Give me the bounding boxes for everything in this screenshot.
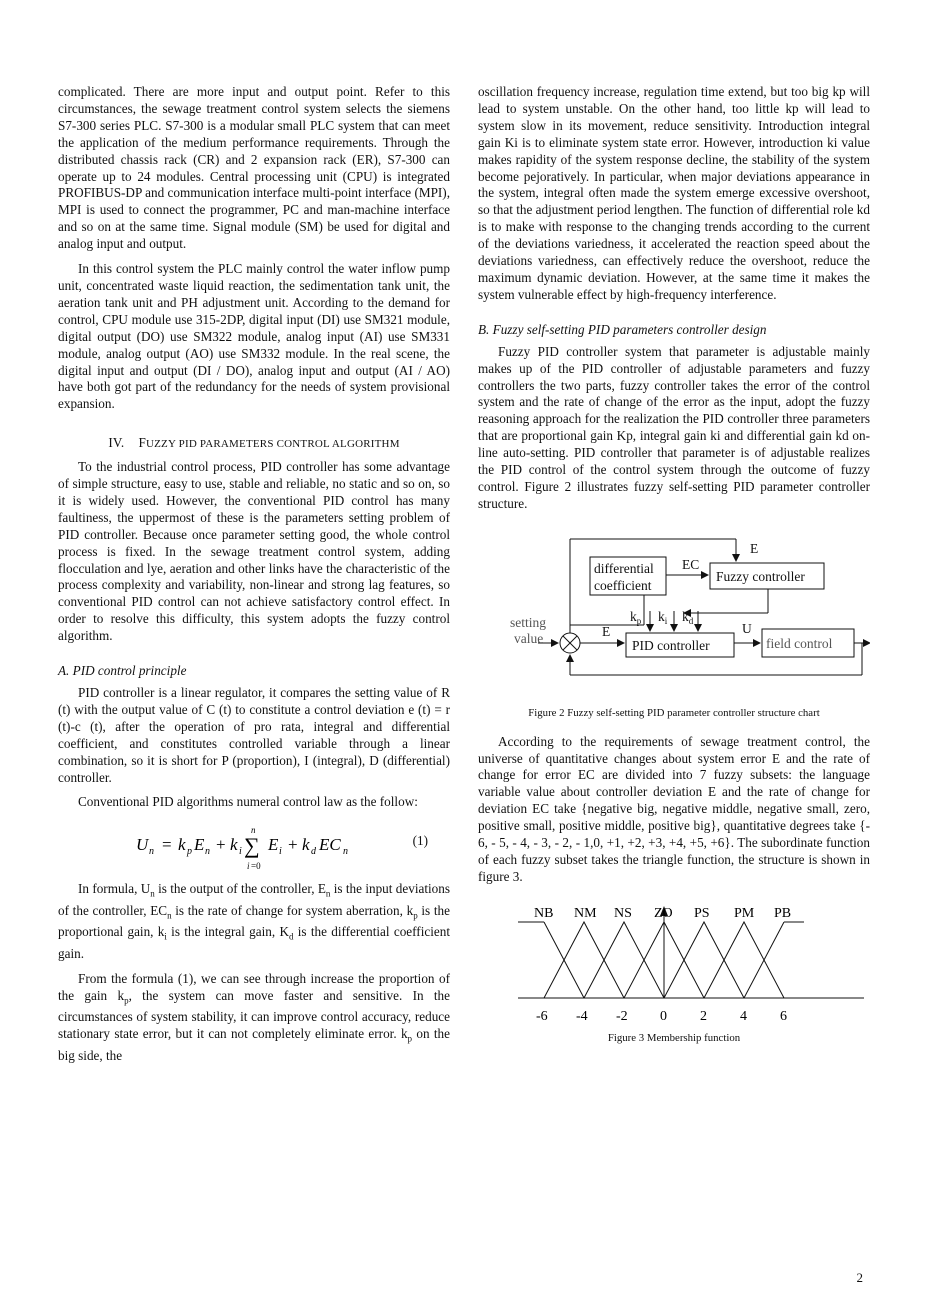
left-paragraph-4: PID controller is a linear regulator, it compares the setting value of R (t) with the output value of C (t) to constitute a control deviation e (t) = r (t)-c (t), after the operation of pro rata, integral and differential coefficient, and constitutes controlled variable through a linear combination, so it is short for P (proportion), I (integral), D (differential) controller. [58, 685, 450, 785]
right-column [478, 84, 870, 1059]
svg-text:n: n [343, 846, 348, 858]
e-top-label: E [750, 540, 759, 556]
p6-text-b: is the output of the controller, E [154, 881, 326, 897]
right-paragraph-1: oscillation frequency increase, regulation time extend, but too big kp will lead to system unstable. On the other hand, too little kp will lead to system slow in its movement, reduce sensitivity. Introduction integral gain Ki is to eliminate system state error. However, introduction ki value makes rapidity of the system response decline, the stability of the system become pejoratively. In particular, when major deviations appearance in the system, integral often made the system emerge excessive overshoot, so that the adjustment period lengthen. The function of differential role kd is to make with response to the changing trends according to the current of the deviations variedness, it accelerated the reaction speed about the deviations variedness, can effectively reduce the overshoot, reduce the maximum dynamic deviation. However, at the same time it makes the system vulnerable effect by high-frequency interference. [478, 84, 870, 302]
p7-sub-b: p [407, 1033, 413, 1044]
svg-text:n: n [205, 846, 210, 858]
equation-1-formula [58, 819, 450, 873]
p6-text-f: is the integral gain, K [166, 924, 289, 940]
set-label-pb: PB [774, 905, 792, 921]
membership-triangle-ns [584, 922, 664, 998]
figure-2 [478, 533, 870, 703]
membership-triangle-nm [544, 922, 624, 998]
svg-text:n: n [149, 846, 154, 858]
figure-2-caption: Figure 2 Fuzzy self-setting PID parameter controller structure chart [528, 706, 820, 719]
svg-text:E: E [194, 835, 205, 855]
subsection-b-heading: B. Fuzzy self-setting PID parameters controller design [478, 321, 767, 337]
tick-label: 4 [740, 1008, 747, 1024]
page-number: 2 [856, 1270, 863, 1285]
p6-text-d: is the rate of change for system aberration, k [171, 902, 414, 918]
tick-label: -4 [576, 1008, 588, 1024]
p7-sub-a: p [124, 995, 129, 1006]
diff-label-1: differential [594, 560, 654, 576]
svg-text:+: + [288, 835, 298, 855]
kp-label: $k_p$ [630, 608, 642, 626]
tick-label: 0 [660, 1008, 667, 1024]
p6-sub-f: d [288, 932, 294, 943]
svg-text:d: d [311, 846, 316, 858]
set-label-ps: PS [694, 905, 710, 921]
fuzzy-label: Fuzzy controller [716, 568, 805, 584]
left-paragraph-1: complicated. There are more input and output point. Refer to this circumstances, the sewage treatment control system selects the siemens S7-300 series PLC. S7-300 is a modular small PLC system that can meet the application of the medium performance requirements. Through the distributed chassis rack (CR) and 2 expansion rack (ER), S7-300 can operate up to 24 modules. Central processing unit (CPU) is integrated PROFIBUS-DP and communication interface multi-point interface (MPI), MPI is used to connect the programmer, PC and man-machine interface and so on at the same time. Signal module (SM) be used for digital and analog input and output. [58, 84, 450, 252]
p6-text-a: In formula, U [78, 881, 151, 897]
figure-3 [478, 900, 870, 1028]
p6-sub-a: n [150, 888, 155, 899]
left-paragraph-6 [58, 881, 450, 963]
membership-triangle-pm [704, 922, 784, 998]
svg-text:=: = [162, 835, 172, 855]
p6-sub-c: n [167, 910, 172, 921]
svg-text:i: i [247, 861, 250, 872]
right-paragraph-3: According to the requirements of sewage treatment control, the universe of quantitative changes about system error E and the rate of change for error EC are divided into 7 fuzzy subsets: the language variable value about controller deviation E and the rate of change for deviation EC take {negative big, negative middle, negative small, zero, positive small, positive middle, positive big}, quantitative degrees take {- 6, - 5, - 4, - 3, - 2, - 1,0, +1, +2, +3, +4, +5, +6}. The subordinate function of each fuzzy subset takes the triangle function, the structure is shown in figure 3. [478, 733, 870, 884]
subsection-a-heading: A. PID control principle [58, 663, 187, 679]
p7-text-c: on the big side, the [58, 1026, 450, 1063]
left-paragraph-5: Conventional PID algorithms numeral control law as the follow: [78, 794, 418, 810]
setting-label-1: setting [510, 614, 546, 630]
left-column [58, 84, 450, 1073]
equation-1 [58, 819, 450, 873]
section-heading-iv [58, 435, 450, 453]
tick-label: 6 [780, 1008, 787, 1024]
p6-text-e: is the proportional gain, k [58, 902, 450, 940]
set-label-zo: ZO [654, 905, 673, 921]
section-title-first-letter: F [138, 435, 146, 451]
left-paragraph-3: To the industrial control process, PID controller has some advantage of simple structure, easy to use, stable and reliable, no static and so on, so it is widely used. However, the conventional PID control has many faultiness, the uppermost of these is the parameters setting problem of PID controller. Because once parameter setting good, the whole control process is fixed. In the sewage treatment control system, adding flocculation and lye, aeration and other links have the characteristic of the process complexity and variability, non-linear and strong lag features, so conventional PID control can not achieve satisfactory control effect. In order to resolve this difficulty, this system adopts the fuzzy control algorithm. [58, 459, 450, 644]
diff-label-2: coefficient [594, 577, 652, 593]
tick-label: 2 [700, 1008, 707, 1024]
set-label-nb: NB [534, 905, 554, 921]
equation-number: (1) [412, 833, 428, 849]
set-label-pm: PM [734, 905, 755, 921]
svg-text:i: i [279, 846, 282, 858]
set-label-nm: NM [574, 905, 597, 921]
set-label-ns: NS [614, 905, 632, 921]
field-label: field control [766, 635, 833, 651]
left-paragraph-7 [58, 971, 450, 1065]
p6-sub-d: p [413, 910, 418, 921]
p6-text-c: is the input deviations of the controller, EC [58, 881, 450, 918]
e-mid-label: E [602, 623, 611, 639]
figure-3-caption: Figure 3 Membership function [607, 1031, 741, 1044]
svg-text:i: i [239, 846, 242, 858]
u-label: U [742, 620, 752, 636]
svg-text:k: k [302, 835, 310, 855]
membership-triangle-ps [664, 922, 744, 998]
p6-text-g: is the differential coefficient gain. [58, 924, 450, 961]
svg-text:U: U [136, 835, 149, 855]
section-title-rest: UZZY PID PARAMETERS CONTROL ALGORITHM [145, 438, 400, 451]
p7-text-b: , the system can move faster and sensitive. In the circumstances of system stability, it can improve control accuracy, reduce stationary state error, but it can not completely eliminate error. k [58, 987, 450, 1042]
ki-label: $k_i$ [658, 608, 668, 626]
tick-label: -2 [616, 1008, 628, 1024]
p6-sub-e: i [164, 932, 167, 943]
left-paragraph-2: In this control system the PLC mainly control the water inflow pump unit, concentrated waste liquid reaction, the sedimentation tank unit, the aeration tank unit and PH adjustment unit. According to the demand for control, CPU module use 315-2DP, digital input (DI) use SM321 module, digital output (DO) use SM322 module, analog input (AI) use SM331 module, analog output (AO) use SM332 module. In the real scene, the digital input and output (DI / DO), analog input and output (AI / AO) have both got part of the redundancy for the needs of system provisional expansion. [58, 261, 450, 412]
ec-label: EC [682, 556, 700, 572]
svg-text:E: E [268, 835, 279, 855]
svg-text:k: k [178, 835, 186, 855]
svg-text:∑: ∑ [244, 833, 260, 859]
svg-text:+: + [216, 835, 226, 855]
svg-text:EC: EC [319, 835, 341, 855]
section-number: IV. [108, 435, 125, 451]
svg-text:n: n [251, 825, 256, 836]
svg-text:k: k [230, 835, 238, 855]
svg-text:=0: =0 [251, 861, 261, 872]
p6-sub-b: n [325, 888, 331, 899]
figure-2-diagram [478, 533, 870, 703]
right-paragraph-2: Fuzzy PID controller system that parameter is adjustable mainly makes up of the PID controller of adjustable parameters and fuzzy controllers the two parts, fuzzy controller takes the error of the control system and the rate of change of the error as the input, adopt the fuzzy reasoning approach for the realization the PID controller three parameters that are proportional gain Kp, integral gain ki and differential gain kd on-line auto-setting. PID controller that parameter is of adjustable realizes the PID control of the control system through the outcome of fuzzy control. Figure 2 illustrates fuzzy self-setting PID parameter controller structure. [478, 343, 870, 511]
setting-label-2: value [514, 630, 544, 646]
kd-label: $k_d$ [682, 608, 694, 626]
tick-label: -6 [536, 1008, 548, 1024]
pid-label: PID controller [632, 637, 710, 653]
figure-3-diagram [478, 900, 870, 1028]
svg-text:p: p [187, 846, 192, 858]
p7-text-a: From the formula (1), we can see through increase the proportion of the gain k [58, 970, 450, 1003]
